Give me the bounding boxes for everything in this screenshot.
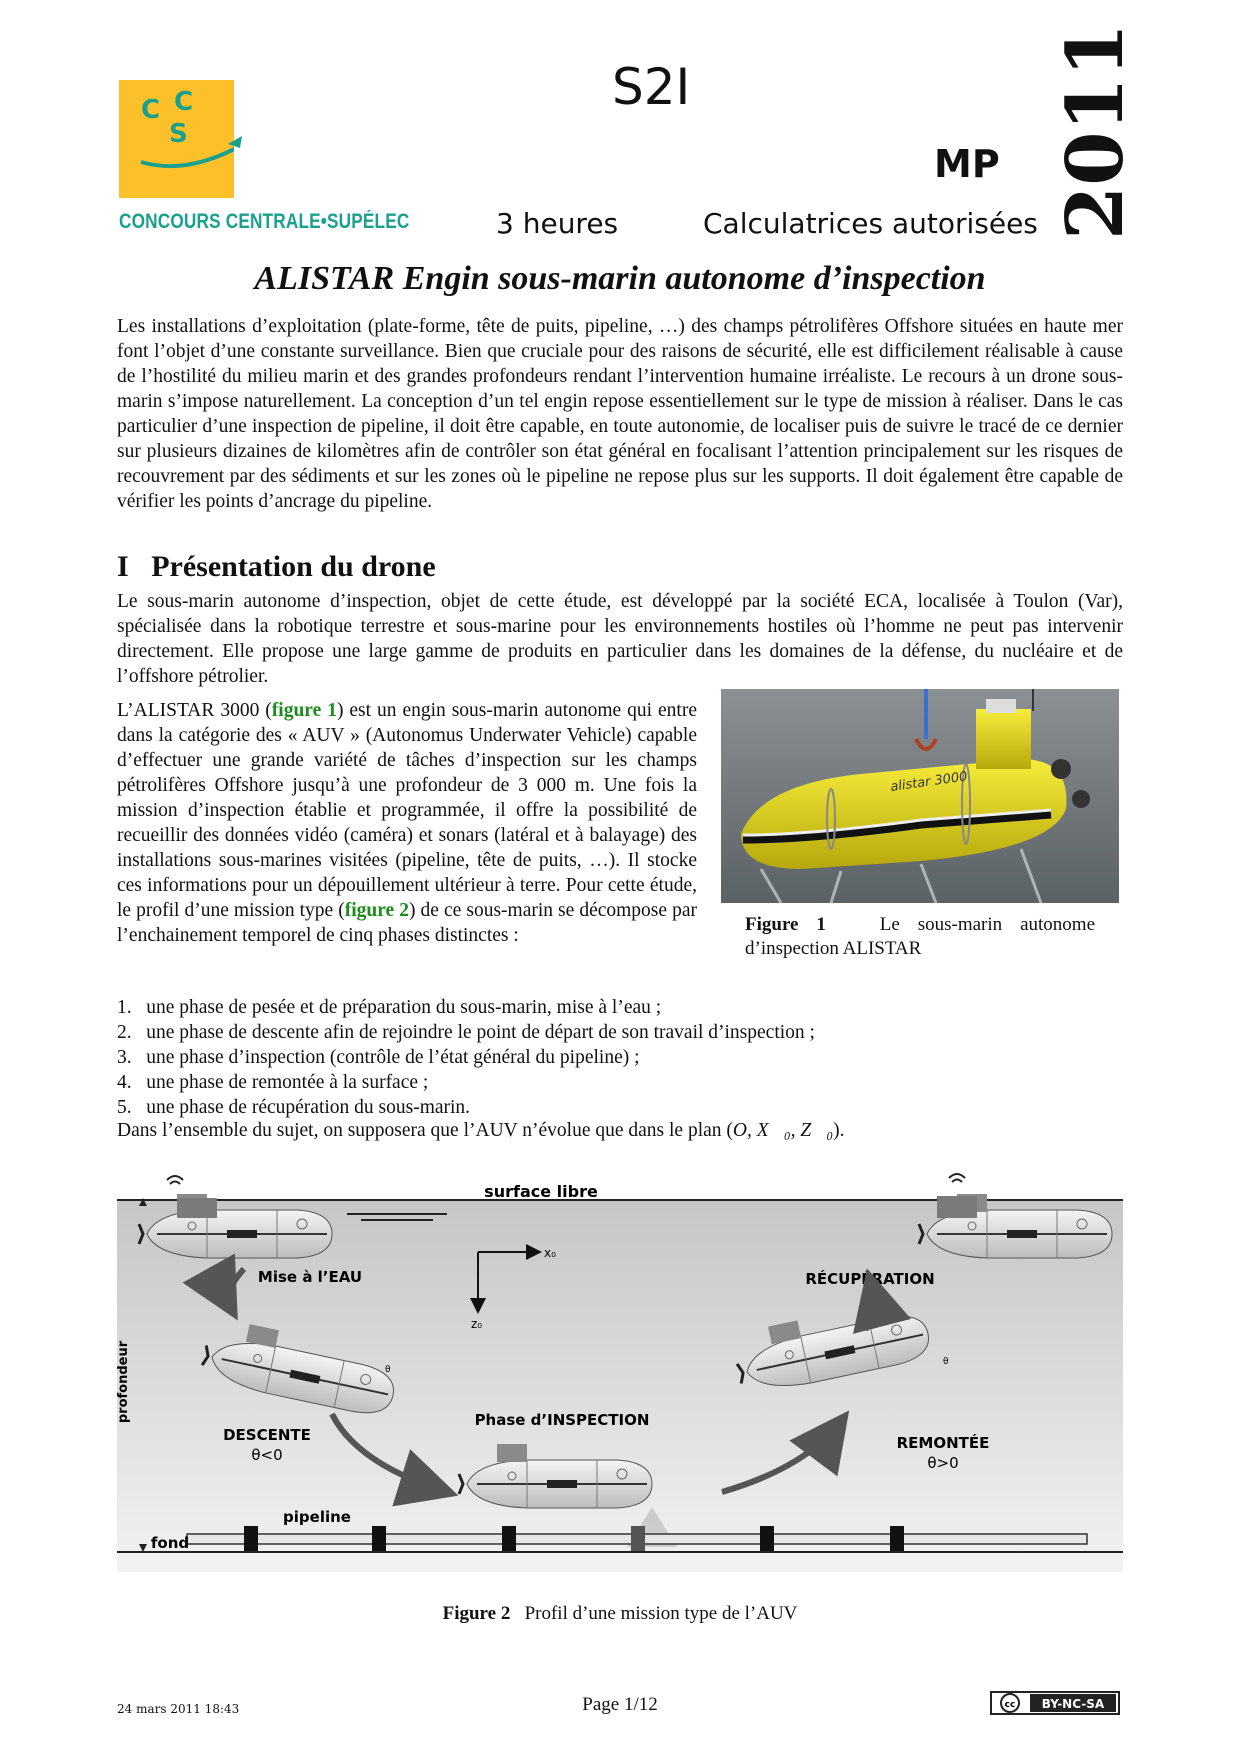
figure-1-caption [745,913,1095,961]
mise-eau-label: Mise à l’EAU [257,1268,363,1286]
descente-condition: θ<0 [251,1446,283,1464]
figure-1-photo [721,689,1119,903]
figure-2-label: Figure 2 [442,1603,511,1624]
section-number: I [117,550,129,583]
logo-arrow-icon [228,134,268,164]
x0-label: x₀ [544,1246,556,1260]
track-label: MP [934,142,1000,186]
list-item: 4. une phase de remontée à la surface ; [117,1072,429,1093]
para2-text-a: L’ALISTAR 3000 ( [117,700,272,721]
subject-code: S2I [612,58,691,116]
submarine-photo [721,689,1119,903]
plane-text-b: ). [833,1120,845,1141]
list-item: 1. une phase de pesée et de préparation du sous-marin, mise à l’eau ; [117,997,662,1018]
logo-letter-c1: C [141,95,161,125]
inspection-label: Phase d’INSPECTION [474,1411,650,1429]
logo-text: CONCOURS CENTRALE•SUPÉLEC [119,210,410,233]
depth-label: profondeur [117,1340,131,1424]
logo [119,80,234,198]
figure-1-caption-text: Le sous-marin autonome d’inspection ALISTAR [745,914,1096,959]
phase-list [117,995,815,1120]
logo-graphic [119,80,234,198]
license-badge [990,1691,1120,1715]
pipeline-label: pipeline [283,1508,351,1526]
recuperation-label: RÉCUPÉRATION [805,1270,935,1288]
logo-letter-s: S [169,119,188,149]
plane-text-a: Dans l’ensemble du sujet, on supposera que l’AUV n’évolue que dans le plan ( [117,1120,733,1141]
antenna-icon [949,1174,965,1182]
figure-2-caption [0,1603,1240,1625]
list-item: 3. une phase d’inspection (contrôle de l’état général du pipeline) ; [117,1047,640,1068]
section-heading [117,550,436,584]
antenna-icon [167,1176,183,1184]
intro-paragraph: Les installations d’exploitation (plate-forme, tête de puits, pipeline, …) des champs pétrolifères Offshore situées en haute mer font l’objet d’une constante surveillance. Bien que cruciale pour des raisons de sécurité, elle est difficilement réalisable à cause de l’hostilité du milieu marin et des grandes profondeurs rendant l’intervention humaine irréaliste. Le recours à un drone sous-marin s’impose naturellement. La conception d’un tel engin repose essentiellement sur le type de mission à réaliser. Dans le cas particulier d’une inspection de pipeline, il doit être capable, en toute autonomie, de localiser puis de suivre le tracé de ce dernier sur plusieurs dizaines de kilomètres afin de contrôler son état général en focalisant l’attention principalement sur les risques de recouvrement par des sédiments et sur les zones où le pipeline ne repose plus sur les supports. Il doit également être capable de vérifier les points d’ancrage du pipeline. [117,316,1123,512]
document-title: ALISTAR Engin sous-marin autonome d’inspection [254,260,986,297]
duration-label: 3 heures [496,207,619,240]
figure-2-caption-text: Profil d’une mission type de l’AUV [524,1603,798,1624]
section-paragraph-2 [117,698,697,948]
remontee-condition: θ>0 [927,1454,959,1472]
hull-label: alistar 3000 [889,769,969,795]
figure-2-diagram [117,1172,1123,1592]
z0-label: z₀ [471,1317,483,1331]
plane-assumption [117,1120,845,1142]
surface-label: surface libre [484,1182,598,1201]
descente-label: DESCENTE [223,1426,311,1444]
license-text: BY-NC-SA [1041,1697,1105,1711]
plane-math: O, X⃗₀, Z⃗₀ [732,1120,834,1141]
logo-letter-c2: C [174,87,194,117]
fond-label: fond [150,1534,190,1552]
para2-text-b: ) est un engin sous-marin autonome qui entre dans la catégorie des « AUV » (Autonomus Underwater Vehicle) capable d’effectuer une grande variété de tâches d’inspection sur les champs pétrolifères Offshore jusqu’à une profondeur de 3 000 m. Une fois la mission d’inspection établie et programmée, il offre la possibilité de recueillir des données vidéo (caméra) et sonars (latéral et à balayage) des installations sous-marines visitées (pipeline, tête de puits, …). Il stocke ces informations pour un dépouillement ultérieur à terre. Pour cette étude, le profil d’une mission type ( [117,700,697,921]
section-paragraph-1: Le sous-marin autonome d’inspection, objet de cette étude, est développé par la société ECA, localisée à Toulon (Var), spécialisée dans la robotique terrestre et sous-marine pour les environnements hostiles où l’homme ne peut pas intervenir directement. Elle propose une large gamme de produits en particulier dans les domaines de la défense, du nucléaire et de l’offshore pétrolier. [117,591,1123,687]
figure-1-label: Figure 1 [745,914,826,935]
remontee-label: REMONTÉE [896,1434,990,1452]
calculators-label: Calculatrices autorisées [703,207,1038,240]
theta-label-2: θ [943,1357,949,1367]
theta-label: θ [385,1365,391,1375]
mission-profile-diagram [117,1172,1123,1592]
section-title: Présentation du drone [151,550,436,583]
print-date: 24 mars 2011 18:43 [117,1702,240,1716]
page-number: Page 1/12 [582,1694,658,1715]
list-item: 2. une phase de descente afin de rejoindre le point de départ de son travail d’inspection ; [117,1022,815,1043]
cc-text: cc [1004,1700,1016,1710]
list-item: 5. une phase de récupération du sous-marin. [117,1097,471,1118]
para2-text-c: ) de ce sous-marin se décompose par l’enchainement temporel de cinq phases distinctes : [117,900,697,946]
figure-1-link[interactable]: figure 1 [271,700,337,721]
figure-2-link[interactable]: figure 2 [344,900,410,921]
exam-year: 2011 [1050,22,1141,240]
cc-license-icon [990,1691,1120,1715]
